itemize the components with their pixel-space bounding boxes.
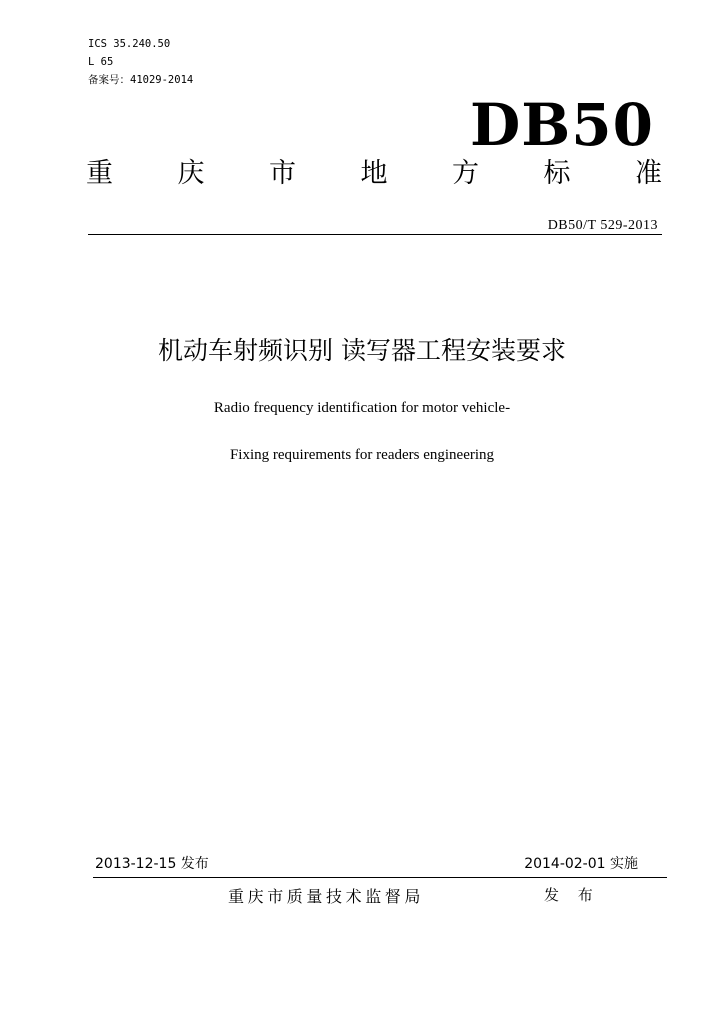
footer-divider: [93, 877, 667, 878]
classification-code: L 65: [88, 56, 114, 68]
header-divider: [88, 234, 662, 235]
title-english-line1: Radio frequency identification for motor vehicle-: [213, 400, 511, 416]
standard-name-char: 庆: [177, 158, 205, 189]
ics-code: ICS 35.240.50: [88, 38, 171, 50]
issuer-name: 重庆市质量技术监督局: [228, 887, 425, 906]
title-chinese: 机动车射频识别 读写器工程安装要求: [158, 336, 566, 365]
standard-name-char: 方: [452, 158, 479, 189]
standard-code: DB50/T 529-2013: [547, 218, 658, 233]
title-english-line2: Fixing requirements for readers engineering: [229, 447, 495, 463]
standard-name-char: 重: [86, 158, 113, 189]
standard-name-char: 准: [635, 158, 662, 189]
implement-date: 2014-02-01 实施: [524, 856, 638, 872]
issue-label: 发 布: [544, 886, 600, 904]
release-date: 2013-12-15 发布: [95, 856, 209, 872]
db50-logo: DB50: [469, 91, 654, 159]
standard-name-char: 地: [360, 158, 388, 189]
standard-name-char: 市: [269, 158, 296, 189]
standard-name: [86, 160, 662, 187]
standard-name-char: 标: [543, 158, 571, 189]
record-number: 备案号：41029-2014: [88, 74, 194, 86]
